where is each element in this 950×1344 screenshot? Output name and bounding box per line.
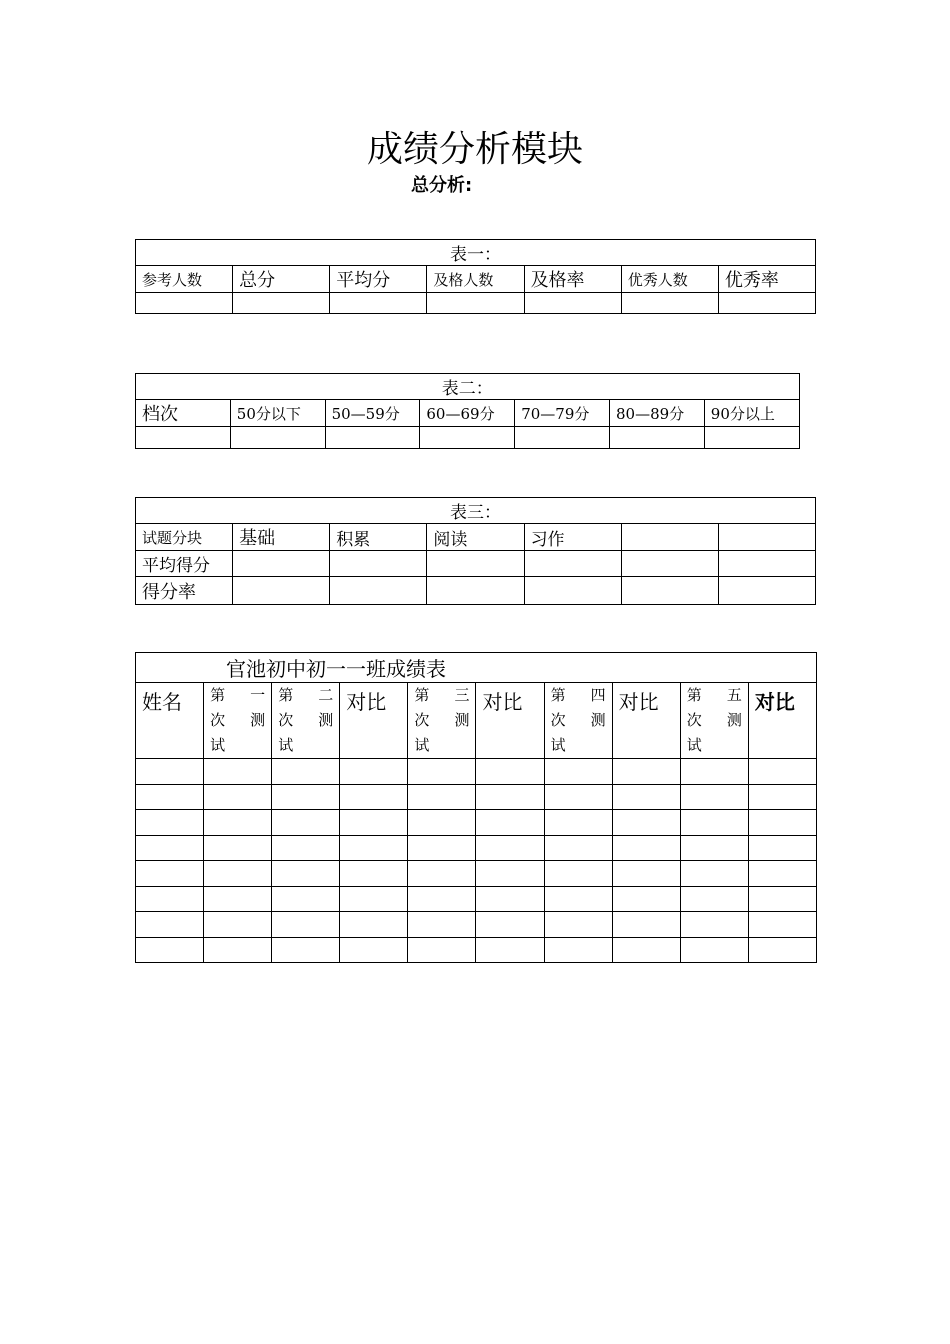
header-cell: 阅读 — [427, 524, 524, 551]
score-cell[interactable] — [340, 759, 408, 785]
header-cell: 平均分 — [330, 266, 427, 293]
table-three-caption: 表三： — [136, 498, 816, 524]
score-cell[interactable] — [748, 759, 816, 785]
header-cell: 优秀人数 — [621, 266, 718, 293]
score-cell[interactable] — [340, 784, 408, 810]
score-cell[interactable] — [476, 886, 544, 912]
score-cell[interactable] — [476, 861, 544, 887]
score-cell[interactable] — [680, 759, 748, 785]
student-name-cell[interactable] — [136, 886, 204, 912]
input-cell[interactable] — [233, 551, 330, 577]
table-row — [136, 861, 817, 887]
student-name-cell[interactable] — [136, 861, 204, 887]
score-cell[interactable] — [476, 835, 544, 861]
header-cell: 习作 — [524, 524, 621, 551]
score-cell[interactable] — [204, 759, 272, 785]
page-title: 成绩分析模块 — [366, 129, 583, 170]
student-name-cell[interactable] — [136, 835, 204, 861]
header-cell: 参考人数 — [136, 266, 233, 293]
input-cell[interactable] — [515, 427, 610, 449]
score-cell[interactable] — [748, 784, 816, 810]
score-cell[interactable] — [204, 912, 272, 938]
input-cell[interactable] — [524, 293, 621, 314]
score-cell[interactable] — [680, 886, 748, 912]
header-cell: 50分以下 — [230, 400, 325, 427]
input-cell[interactable] — [718, 577, 815, 605]
table-two-caption: 表二： — [136, 374, 800, 400]
score-cell[interactable] — [204, 937, 272, 963]
score-cell[interactable] — [204, 784, 272, 810]
score-cell[interactable] — [272, 886, 340, 912]
input-cell[interactable] — [325, 427, 420, 449]
header-cell: 基础 — [233, 524, 330, 551]
score-cell[interactable] — [408, 861, 476, 887]
header-cell: 50—59分 — [325, 400, 420, 427]
class-score-table — [135, 652, 817, 963]
table-row — [136, 912, 817, 938]
score-cell[interactable] — [748, 861, 816, 887]
score-cell[interactable] — [680, 784, 748, 810]
score-cell[interactable] — [544, 886, 612, 912]
student-name-cell[interactable] — [136, 912, 204, 938]
score-cell[interactable] — [544, 784, 612, 810]
score-cell[interactable] — [680, 835, 748, 861]
score-cell[interactable] — [748, 835, 816, 861]
header-cell: 总分 — [233, 266, 330, 293]
input-cell[interactable] — [621, 293, 718, 314]
input-cell[interactable] — [136, 427, 231, 449]
score-cell[interactable] — [544, 861, 612, 887]
score-cell[interactable] — [408, 835, 476, 861]
table-one — [135, 239, 816, 314]
student-name-cell[interactable] — [136, 810, 204, 836]
input-cell[interactable] — [718, 293, 815, 314]
student-name-cell[interactable] — [136, 937, 204, 963]
score-cell[interactable] — [340, 937, 408, 963]
score-cell[interactable] — [476, 810, 544, 836]
score-cell[interactable] — [748, 937, 816, 963]
header-cell: 70—79分 — [515, 400, 610, 427]
score-cell[interactable] — [340, 810, 408, 836]
score-cell[interactable] — [544, 937, 612, 963]
class-score-table-caption: 官池初中初一一班成绩表 — [136, 653, 817, 683]
score-cell[interactable] — [476, 759, 544, 785]
compare-header: 对比 — [748, 683, 816, 759]
table-row — [136, 835, 817, 861]
input-cell[interactable] — [427, 551, 524, 577]
score-cell[interactable] — [476, 784, 544, 810]
score-cell[interactable] — [476, 912, 544, 938]
header-cell: 及格人数 — [427, 266, 524, 293]
test-header: 第 五 次 测 试 — [680, 683, 748, 759]
table-one-caption: 表一： — [136, 240, 816, 266]
header-cell: 档次 — [136, 400, 231, 427]
score-cell[interactable] — [272, 835, 340, 861]
input-cell[interactable] — [230, 427, 325, 449]
score-cell[interactable] — [408, 937, 476, 963]
table-two — [135, 373, 800, 449]
score-cell[interactable] — [272, 861, 340, 887]
score-cell[interactable] — [204, 886, 272, 912]
score-cell[interactable] — [408, 759, 476, 785]
header-cell: 试题分块 — [136, 524, 233, 551]
score-cell[interactable] — [204, 861, 272, 887]
header-cell — [621, 524, 718, 551]
score-cell[interactable] — [612, 810, 680, 836]
score-cell[interactable] — [408, 784, 476, 810]
input-cell[interactable] — [330, 551, 427, 577]
header-cell: 优秀率 — [718, 266, 815, 293]
score-cell[interactable] — [612, 835, 680, 861]
table-row — [136, 937, 817, 963]
score-cell[interactable] — [680, 937, 748, 963]
name-header: 姓名 — [136, 683, 204, 759]
score-cell[interactable] — [272, 784, 340, 810]
input-cell[interactable] — [420, 427, 515, 449]
score-cell[interactable] — [612, 886, 680, 912]
score-cell[interactable] — [612, 784, 680, 810]
score-cell[interactable] — [476, 937, 544, 963]
header-cell — [718, 524, 815, 551]
input-cell[interactable] — [524, 551, 621, 577]
score-cell[interactable] — [204, 835, 272, 861]
header-cell: 积累 — [330, 524, 427, 551]
row-label: 得分率 — [136, 577, 233, 605]
compare-header: 对比 — [612, 683, 680, 759]
input-cell[interactable] — [136, 293, 233, 314]
compare-header: 对比 — [476, 683, 544, 759]
input-cell[interactable] — [718, 551, 815, 577]
score-cell[interactable] — [680, 861, 748, 887]
table-row — [136, 784, 817, 810]
header-cell: 80—89分 — [609, 400, 704, 427]
score-cell[interactable] — [544, 912, 612, 938]
score-cell[interactable] — [612, 759, 680, 785]
score-cell[interactable] — [748, 886, 816, 912]
score-cell[interactable] — [340, 835, 408, 861]
input-cell[interactable] — [233, 293, 330, 314]
score-cell[interactable] — [272, 759, 340, 785]
student-name-cell[interactable] — [136, 784, 204, 810]
input-cell[interactable] — [330, 577, 427, 605]
score-cell[interactable] — [748, 810, 816, 836]
score-cell[interactable] — [340, 861, 408, 887]
score-cell[interactable] — [612, 912, 680, 938]
input-cell[interactable] — [621, 551, 718, 577]
input-cell[interactable] — [704, 427, 799, 449]
score-cell[interactable] — [340, 912, 408, 938]
test-header: 第 二 次 测 试 — [272, 683, 340, 759]
score-cell[interactable] — [748, 912, 816, 938]
summary-heading: 总分析: — [411, 175, 473, 196]
score-cell[interactable] — [408, 912, 476, 938]
score-cell[interactable] — [612, 937, 680, 963]
score-cell[interactable] — [408, 810, 476, 836]
test-header: 第 四 次 测 试 — [544, 683, 612, 759]
header-cell: 及格率 — [524, 266, 621, 293]
score-cell[interactable] — [340, 886, 408, 912]
score-cell[interactable] — [544, 835, 612, 861]
score-cell[interactable] — [680, 810, 748, 836]
table-three — [135, 497, 816, 605]
table-row — [136, 810, 817, 836]
score-cell[interactable] — [544, 810, 612, 836]
table-row — [136, 886, 817, 912]
table-row — [136, 759, 817, 785]
test-header: 第 三 次 测 试 — [408, 683, 476, 759]
input-cell[interactable] — [621, 577, 718, 605]
header-cell: 60—69分 — [420, 400, 515, 427]
student-name-cell[interactable] — [136, 759, 204, 785]
score-cell[interactable] — [272, 937, 340, 963]
score-cell[interactable] — [408, 886, 476, 912]
row-label: 平均得分 — [136, 551, 233, 577]
score-cell[interactable] — [612, 861, 680, 887]
input-cell[interactable] — [233, 577, 330, 605]
score-cell[interactable] — [272, 912, 340, 938]
compare-header: 对比 — [340, 683, 408, 759]
score-cell[interactable] — [204, 810, 272, 836]
input-cell[interactable] — [427, 577, 524, 605]
score-cell[interactable] — [272, 810, 340, 836]
input-cell[interactable] — [427, 293, 524, 314]
input-cell[interactable] — [609, 427, 704, 449]
score-cell[interactable] — [680, 912, 748, 938]
test-header: 第 一 次 测 试 — [204, 683, 272, 759]
score-cell[interactable] — [544, 759, 612, 785]
input-cell[interactable] — [524, 577, 621, 605]
header-cell: 90分以上 — [704, 400, 799, 427]
input-cell[interactable] — [330, 293, 427, 314]
